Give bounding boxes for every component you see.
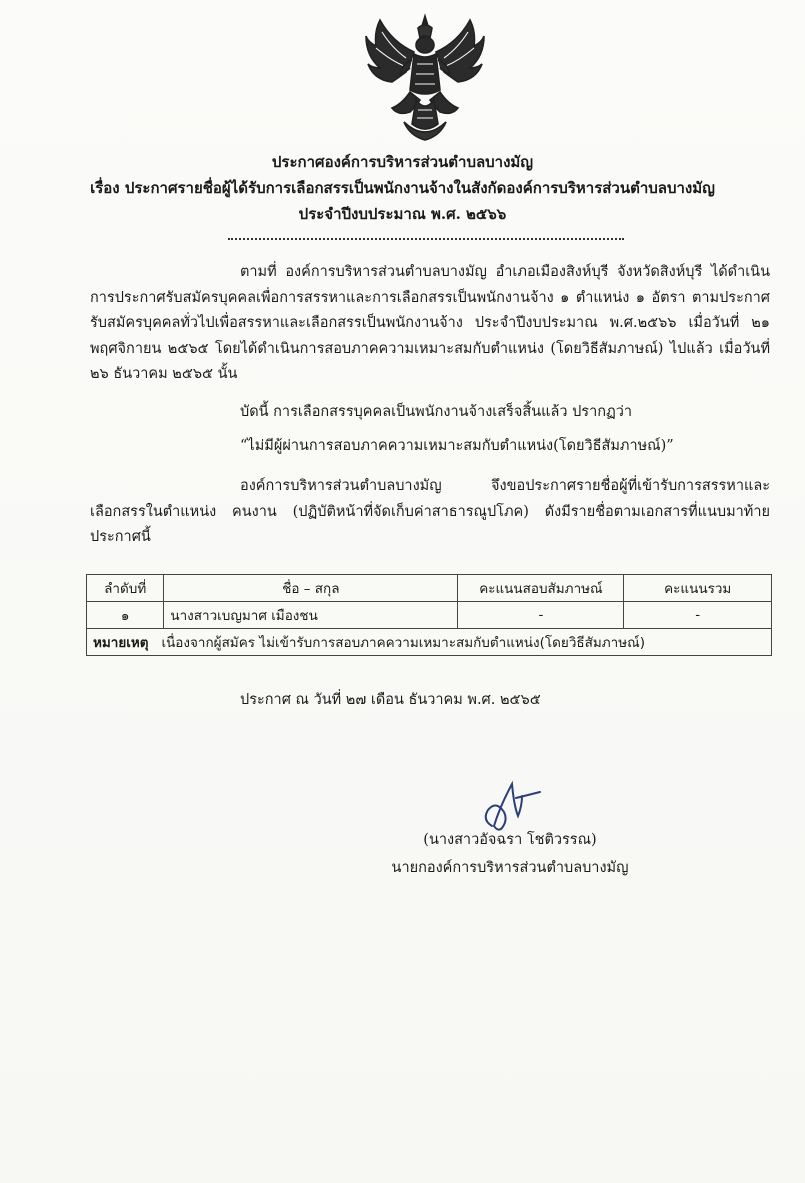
cell-total-score: -	[624, 602, 772, 629]
table-note-row	[87, 629, 772, 656]
signer-name: (นางสาวอัจฉรา โชติวรรณ)	[423, 832, 597, 848]
note-label: หมายเหตุ	[93, 635, 149, 651]
paragraph-result-quote: “ไม่มีผู้ผ่านการสอบภาคความเหมาะสมกับตำแหน่ง(โดยวิธีสัมภาษณ์)”	[240, 438, 674, 454]
note-cell	[87, 629, 772, 656]
header-line-1: ประกาศองค์การบริหารส่วนตำบลบางมัญ	[271, 153, 534, 171]
paragraph-background: ตามที่ องค์การบริหารส่วนตำบลบางมัญ อำเภอเมืองสิงห์บุรี จังหวัดสิงห์บุรี ได้ดำเนินการประกาศรับสมัครบุคคลเพื่อการสรรหาและการเลือกสรรเป็นพนักงานจ้าง ๑ ตำแหน่ง ๑ อัตรา ตามประกาศรับสมัครบุคคลทั่วไปเพื่อสรรหาและเลือกสรรเป็นพนักงานจ้าง ประจำปีงบประมาณ พ.ศ.๒๕๖๖ เมื่อวันที่ ๒๑ พฤศจิกายน ๒๕๖๕ โดยได้ดำเนินการสอบภาคความเหมาะสมกับตำแหน่ง (โดยวิธีสัมภาษณ์) ไปแล้ว เมื่อวันที่ ๒๖ ธันวาคม ๒๕๖๕ นั้น	[90, 264, 770, 382]
result-table	[86, 574, 772, 656]
column-header-name: ชื่อ – สกุล	[164, 575, 458, 602]
column-header-total-score: คะแนนรวม	[624, 575, 772, 602]
cell-interview-score: -	[458, 602, 624, 629]
paragraph-announcement: องค์การบริหารส่วนตำบลบางมัญ จึงขอประกาศรายชื่อผู้ที่เข้ารับการสรรหาและเลือกสรรในตำแหน่ง คนงาน (ปฏิบัติหน้าที่จัดเก็บค่าสาธารณูปโภค) ดังมีรายชื่อตามเอกสารที่แนบมาท้ายประกาศนี้	[90, 478, 770, 545]
header-line-3: ประจำปีงบประมาณ พ.ศ. ๒๕๖๖	[298, 205, 507, 223]
cell-order: ๑	[87, 602, 164, 629]
garuda-emblem-icon	[362, 12, 488, 144]
table-row	[87, 602, 772, 629]
signer-title: นายกองค์การบริหารส่วนตำบลบางมัญ	[391, 860, 629, 876]
cell-name: นางสาวเบญมาศ เมืองชน	[164, 602, 458, 629]
note-text: เนื่องจากผู้สมัคร ไม่เข้ารับการสอบภาคความเหมาะสมกับตำแหน่ง(โดยวิธีสัมภาษณ์)	[161, 635, 645, 651]
header-line-2: เรื่อง ประกาศรายชื่อผู้ได้รับการเลือกสรรเป็นพนักงานจ้างในสังกัดองค์การบริหารส่วนตำบลบางมัญ	[90, 179, 715, 197]
dotted-divider	[228, 238, 624, 240]
paragraph-result-intro: บัดนี้ การเลือกสรรบุคคลเป็นพนักงานจ้างเสร็จสิ้นแล้ว ปรากฏว่า	[240, 404, 633, 420]
column-header-order: ลำดับที่	[87, 575, 164, 602]
table-header-row	[87, 575, 772, 602]
signature-icon	[478, 776, 548, 836]
announce-date: ประกาศ ณ วันที่ ๒๗ เดือน ธันวาคม พ.ศ. ๒๕๖๕	[240, 692, 541, 708]
column-header-interview-score: คะแนนสอบสัมภาษณ์	[458, 575, 624, 602]
